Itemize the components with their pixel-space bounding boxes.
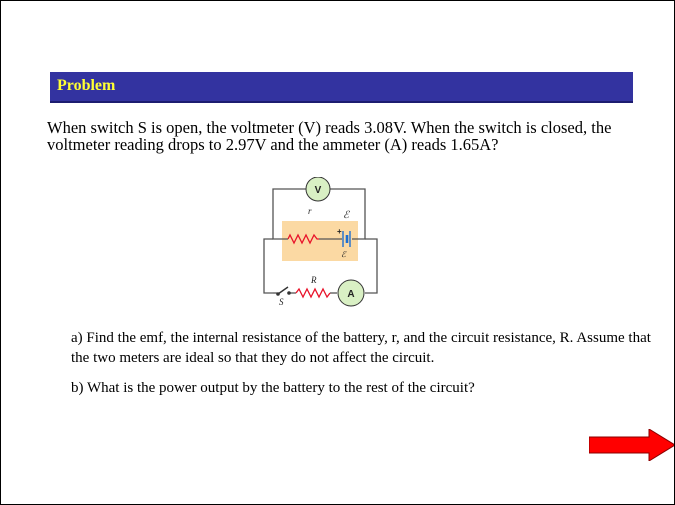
resistor-label: R <box>311 275 317 285</box>
switch-icon <box>273 287 291 296</box>
switch-label: S <box>279 297 284 307</box>
emf-label-small: ℰ <box>341 250 346 259</box>
emf-label: ℰ <box>343 210 350 221</box>
ammeter-label: A <box>347 289 355 300</box>
right-arrow-icon[interactable] <box>589 429 675 461</box>
problem-header-title: Problem <box>57 77 116 94</box>
plus-sign: + <box>337 227 342 236</box>
problem-header-bar <box>50 72 633 103</box>
external-resistor-R <box>296 289 330 297</box>
question-part-a: a) Find the emf, the internal resistance of the battery, r, and the circuit resistance, R. Assume that the two meters are ideal so that they do not affect the circuit. <box>71 330 651 366</box>
circuit-diagram <box>259 177 389 307</box>
voltmeter-label: V <box>314 185 322 196</box>
internal-resistance-label: r <box>308 206 312 216</box>
question-part-b: b) What is the power output by the battery to the rest of the circuit? <box>71 380 475 396</box>
problem-statement: When switch S is open, the voltmeter (V) reads 3.08V. When the switch is closed, the voltmeter reading drops to 2.97V and the ammeter (A) reads 1.65A? <box>47 118 612 154</box>
